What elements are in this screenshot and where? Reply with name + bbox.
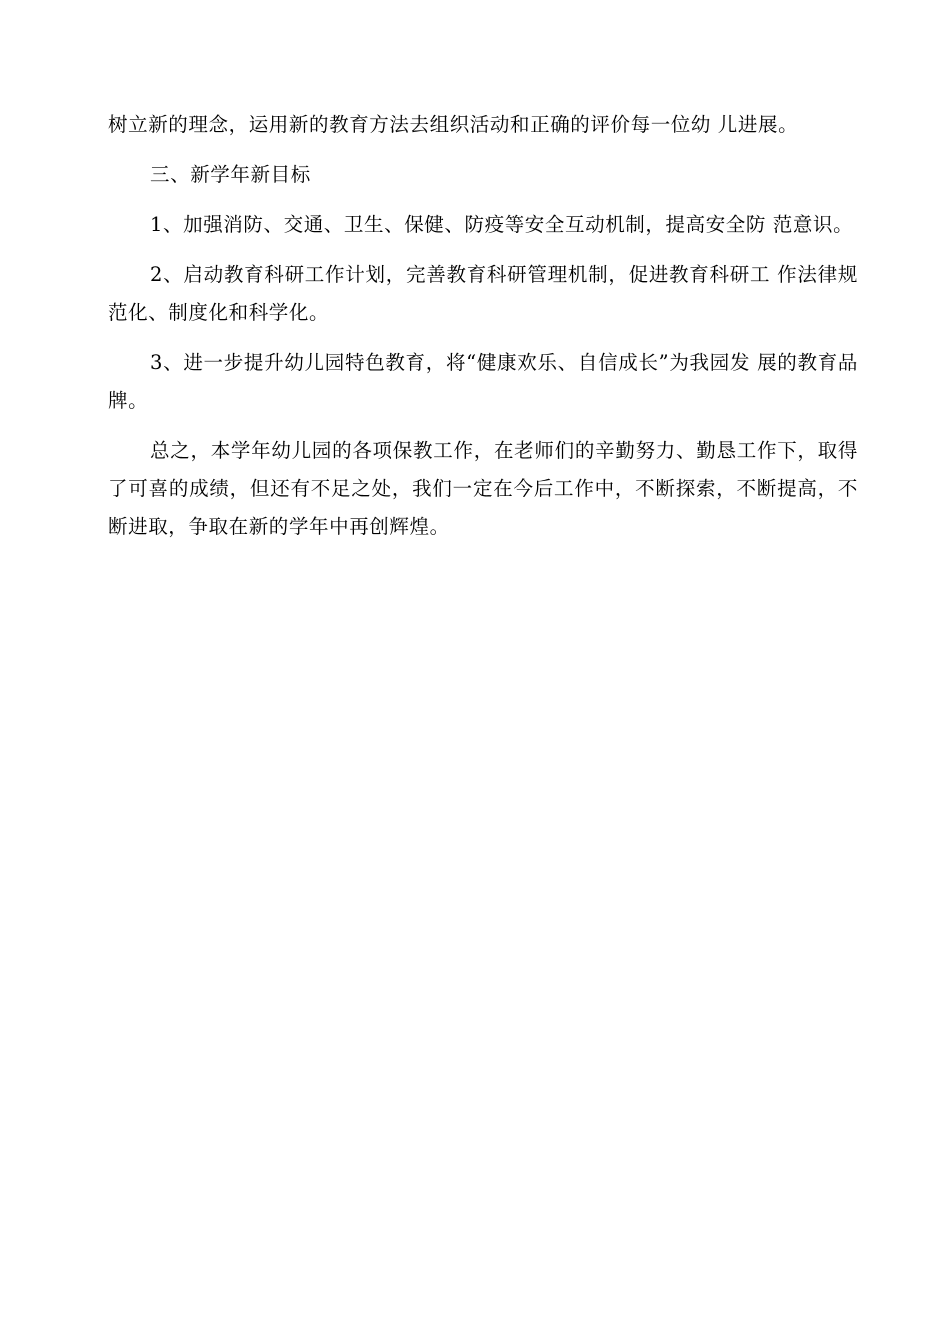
paragraph-continuation: 树立新的理念，运用新的教育方法去组织活动和正确的评价每一位幼 儿进展。 — [108, 113, 799, 136]
paragraph-conclusion: 总之，本学年幼儿园的各项保教工作，在老师们的辛勤努力、勤恳工作下，取得了可喜的成绩，但还有不足之处，我们一定在今后工作中，不断探索，不断提高，不断进取，争取在新的学年中再创辉煌。 — [108, 439, 858, 538]
section-heading: 三、新学年新目标 — [150, 163, 311, 186]
document-body — [108, 106, 858, 558]
goal-item-3: 3、进一步提升幼儿园特色教育，将“健康欢乐、自信成长”为我园发 展的教育品牌。 — [108, 351, 858, 412]
goal-item-2: 2、启动教育科研工作计划，完善教育科研管理机制，促进教育科研工 作法律规范化、制度化和科学化。 — [108, 263, 858, 324]
goal-item-1: 1、加强消防、交通、卫生、保健、防疫等安全互动机制，提高安全防 范意识。 — [150, 213, 854, 236]
